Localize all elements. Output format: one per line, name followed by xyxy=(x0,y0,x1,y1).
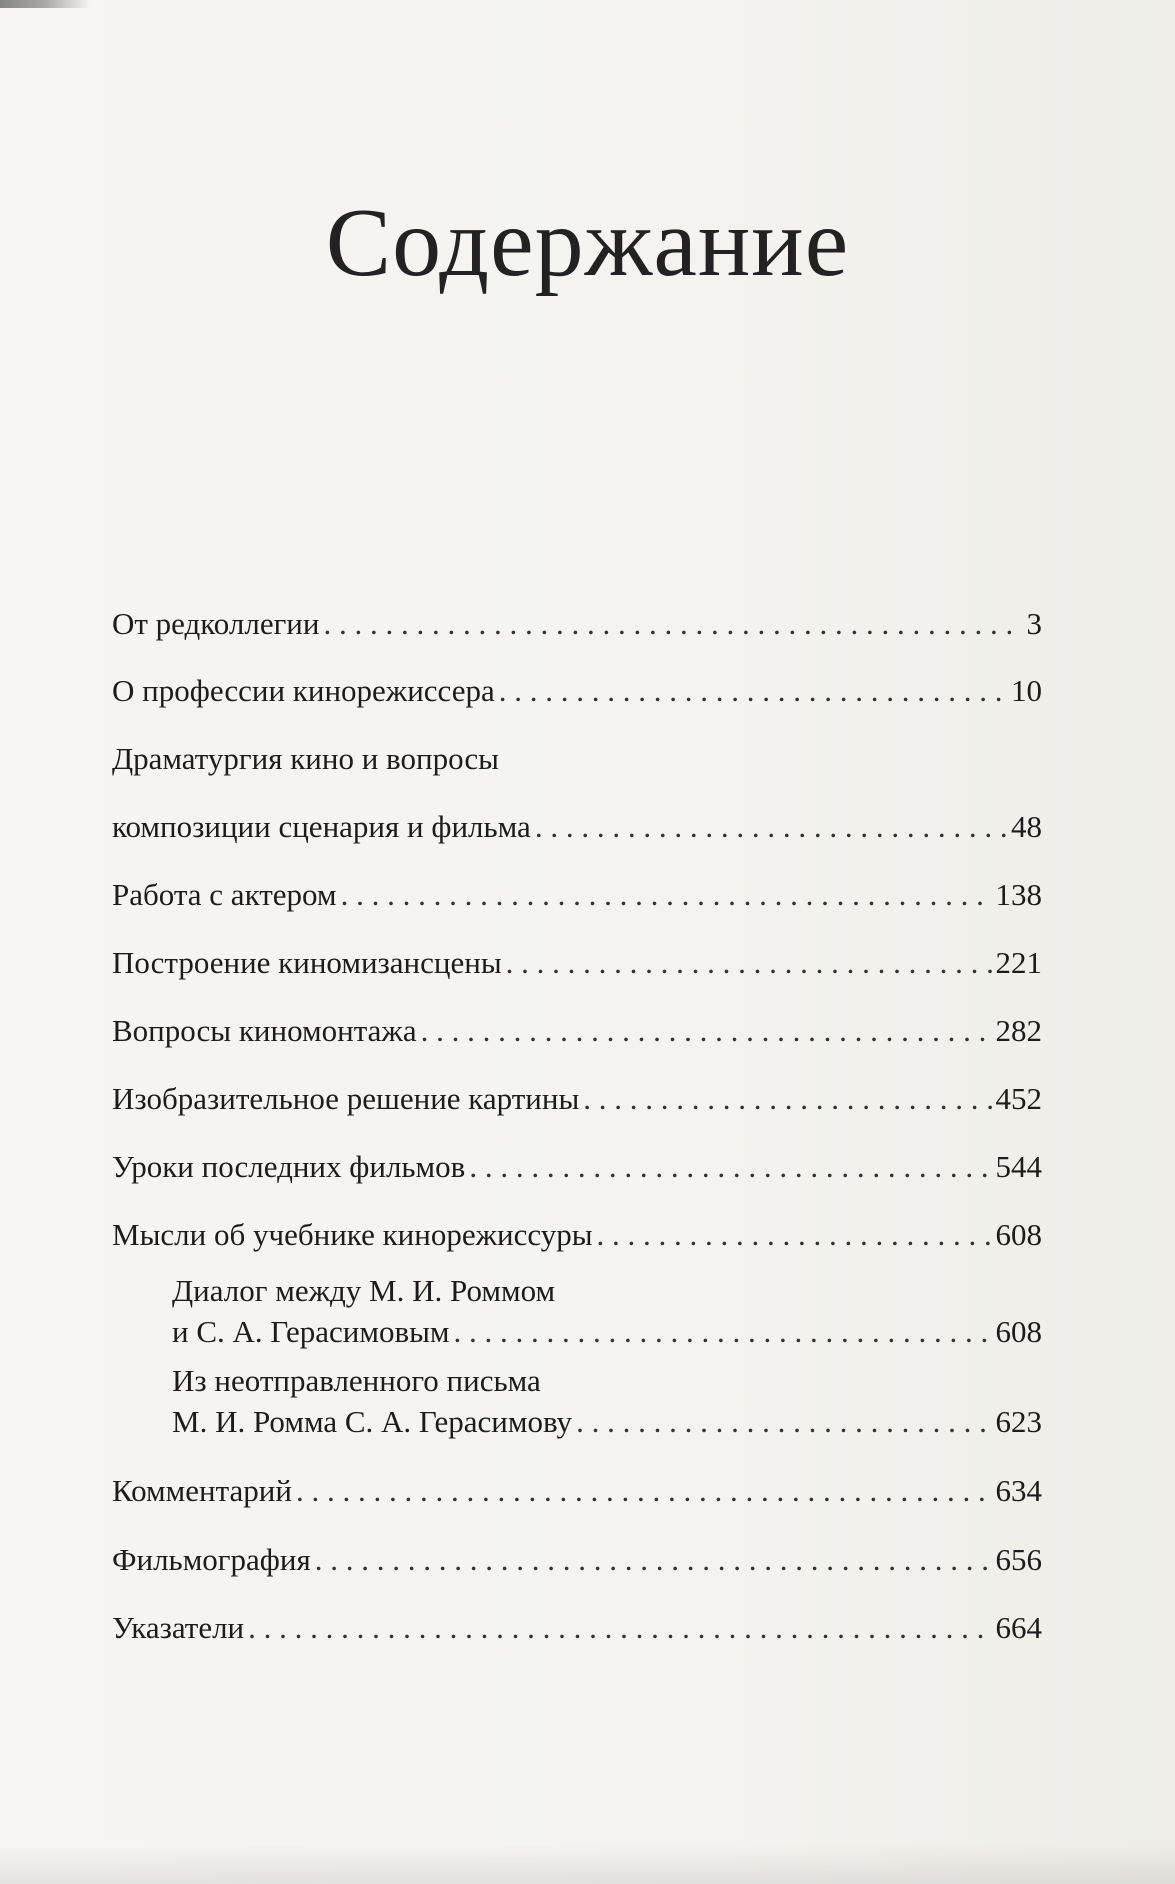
toc-entry-label: Вопросы киномонтажа xyxy=(112,1013,417,1048)
dot-leader xyxy=(506,944,992,981)
toc-entry-label: Комментарий xyxy=(112,1473,292,1508)
dot-leader xyxy=(421,1012,992,1049)
toc-entry[interactable] xyxy=(112,876,1042,913)
toc-entry-label: От редколлегии xyxy=(112,606,320,641)
toc-entry[interactable] xyxy=(112,1148,1042,1185)
toc-page-number: 138 xyxy=(995,877,1042,912)
toc-entry[interactable] xyxy=(112,1541,1042,1578)
dot-leader xyxy=(323,605,1022,642)
toc-subentry[interactable] xyxy=(172,1313,1042,1350)
toc-entry[interactable] xyxy=(112,1472,1042,1509)
toc-entry-label: композиции сценария и фильма xyxy=(112,809,531,844)
toc-entry-label: Работа с актером xyxy=(112,877,337,912)
toc-page-number: 656 xyxy=(995,1542,1042,1577)
toc-entry-label: Изобразительное решение картины xyxy=(112,1081,580,1116)
toc-entry[interactable] xyxy=(112,1216,1042,1253)
page-corner-shadow xyxy=(0,0,90,8)
dot-leader xyxy=(341,876,992,913)
toc-entry-label: М. И. Ромма С. А. Герасимову xyxy=(172,1404,573,1439)
table-of-contents xyxy=(112,0,1042,1884)
toc-page-number: 10 xyxy=(1011,673,1042,708)
toc-page-number: 608 xyxy=(995,1217,1042,1252)
toc-entry[interactable] xyxy=(112,1609,1042,1646)
toc-entry[interactable] xyxy=(112,808,1042,845)
toc-entry[interactable] xyxy=(112,605,1042,642)
toc-page-number: 634 xyxy=(995,1473,1042,1508)
dot-leader xyxy=(535,808,1007,845)
dot-leader xyxy=(576,1403,991,1440)
toc-entry-label-line1: Драматургия кино и вопросы xyxy=(112,741,499,776)
dot-leader xyxy=(469,1148,991,1185)
toc-page-number: 48 xyxy=(1011,809,1042,844)
toc-subentry-label-line1: Диалог между М. И. Роммом xyxy=(172,1273,556,1308)
dot-leader xyxy=(296,1472,992,1509)
toc-page-number: 221 xyxy=(995,945,1042,980)
toc-entry-label: О профессии кинорежиссера xyxy=(112,673,495,708)
dot-leader xyxy=(499,672,1007,709)
toc-page-number: 3 xyxy=(1026,606,1042,641)
toc-entry[interactable] xyxy=(112,1080,1042,1117)
dot-leader xyxy=(315,1541,992,1578)
toc-entry-label: Мысли об учебнике кинорежиссуры xyxy=(112,1217,593,1252)
toc-entry-label: и С. А. Герасимовым xyxy=(172,1314,450,1349)
toc-entry-label: Построение киномизансцены xyxy=(112,945,502,980)
page-bottom-shadow xyxy=(0,1844,1175,1884)
toc-entry-label: Фильмография xyxy=(112,1542,311,1577)
toc-entry-label: Указатели xyxy=(112,1610,245,1645)
dot-leader xyxy=(597,1216,992,1253)
dot-leader xyxy=(583,1080,991,1117)
toc-subentry[interactable] xyxy=(172,1403,1042,1440)
toc-page-number: 452 xyxy=(995,1081,1042,1116)
toc-page-number: 544 xyxy=(995,1149,1042,1184)
toc-page-number: 664 xyxy=(995,1610,1042,1645)
page-title: Содержание xyxy=(325,189,850,297)
toc-entry[interactable] xyxy=(112,672,1042,709)
toc-entry[interactable] xyxy=(112,944,1042,981)
toc-entry-label: Уроки последних фильмов xyxy=(112,1149,466,1184)
toc-page-number: 282 xyxy=(995,1013,1042,1048)
toc-page-number: 623 xyxy=(995,1404,1042,1439)
toc-subentry-label-line1: Из неотправленного письма xyxy=(172,1363,541,1398)
dot-leader xyxy=(248,1609,991,1646)
dot-leader xyxy=(454,1313,992,1350)
toc-page-number: 608 xyxy=(995,1314,1042,1349)
toc-entry[interactable] xyxy=(112,1012,1042,1049)
